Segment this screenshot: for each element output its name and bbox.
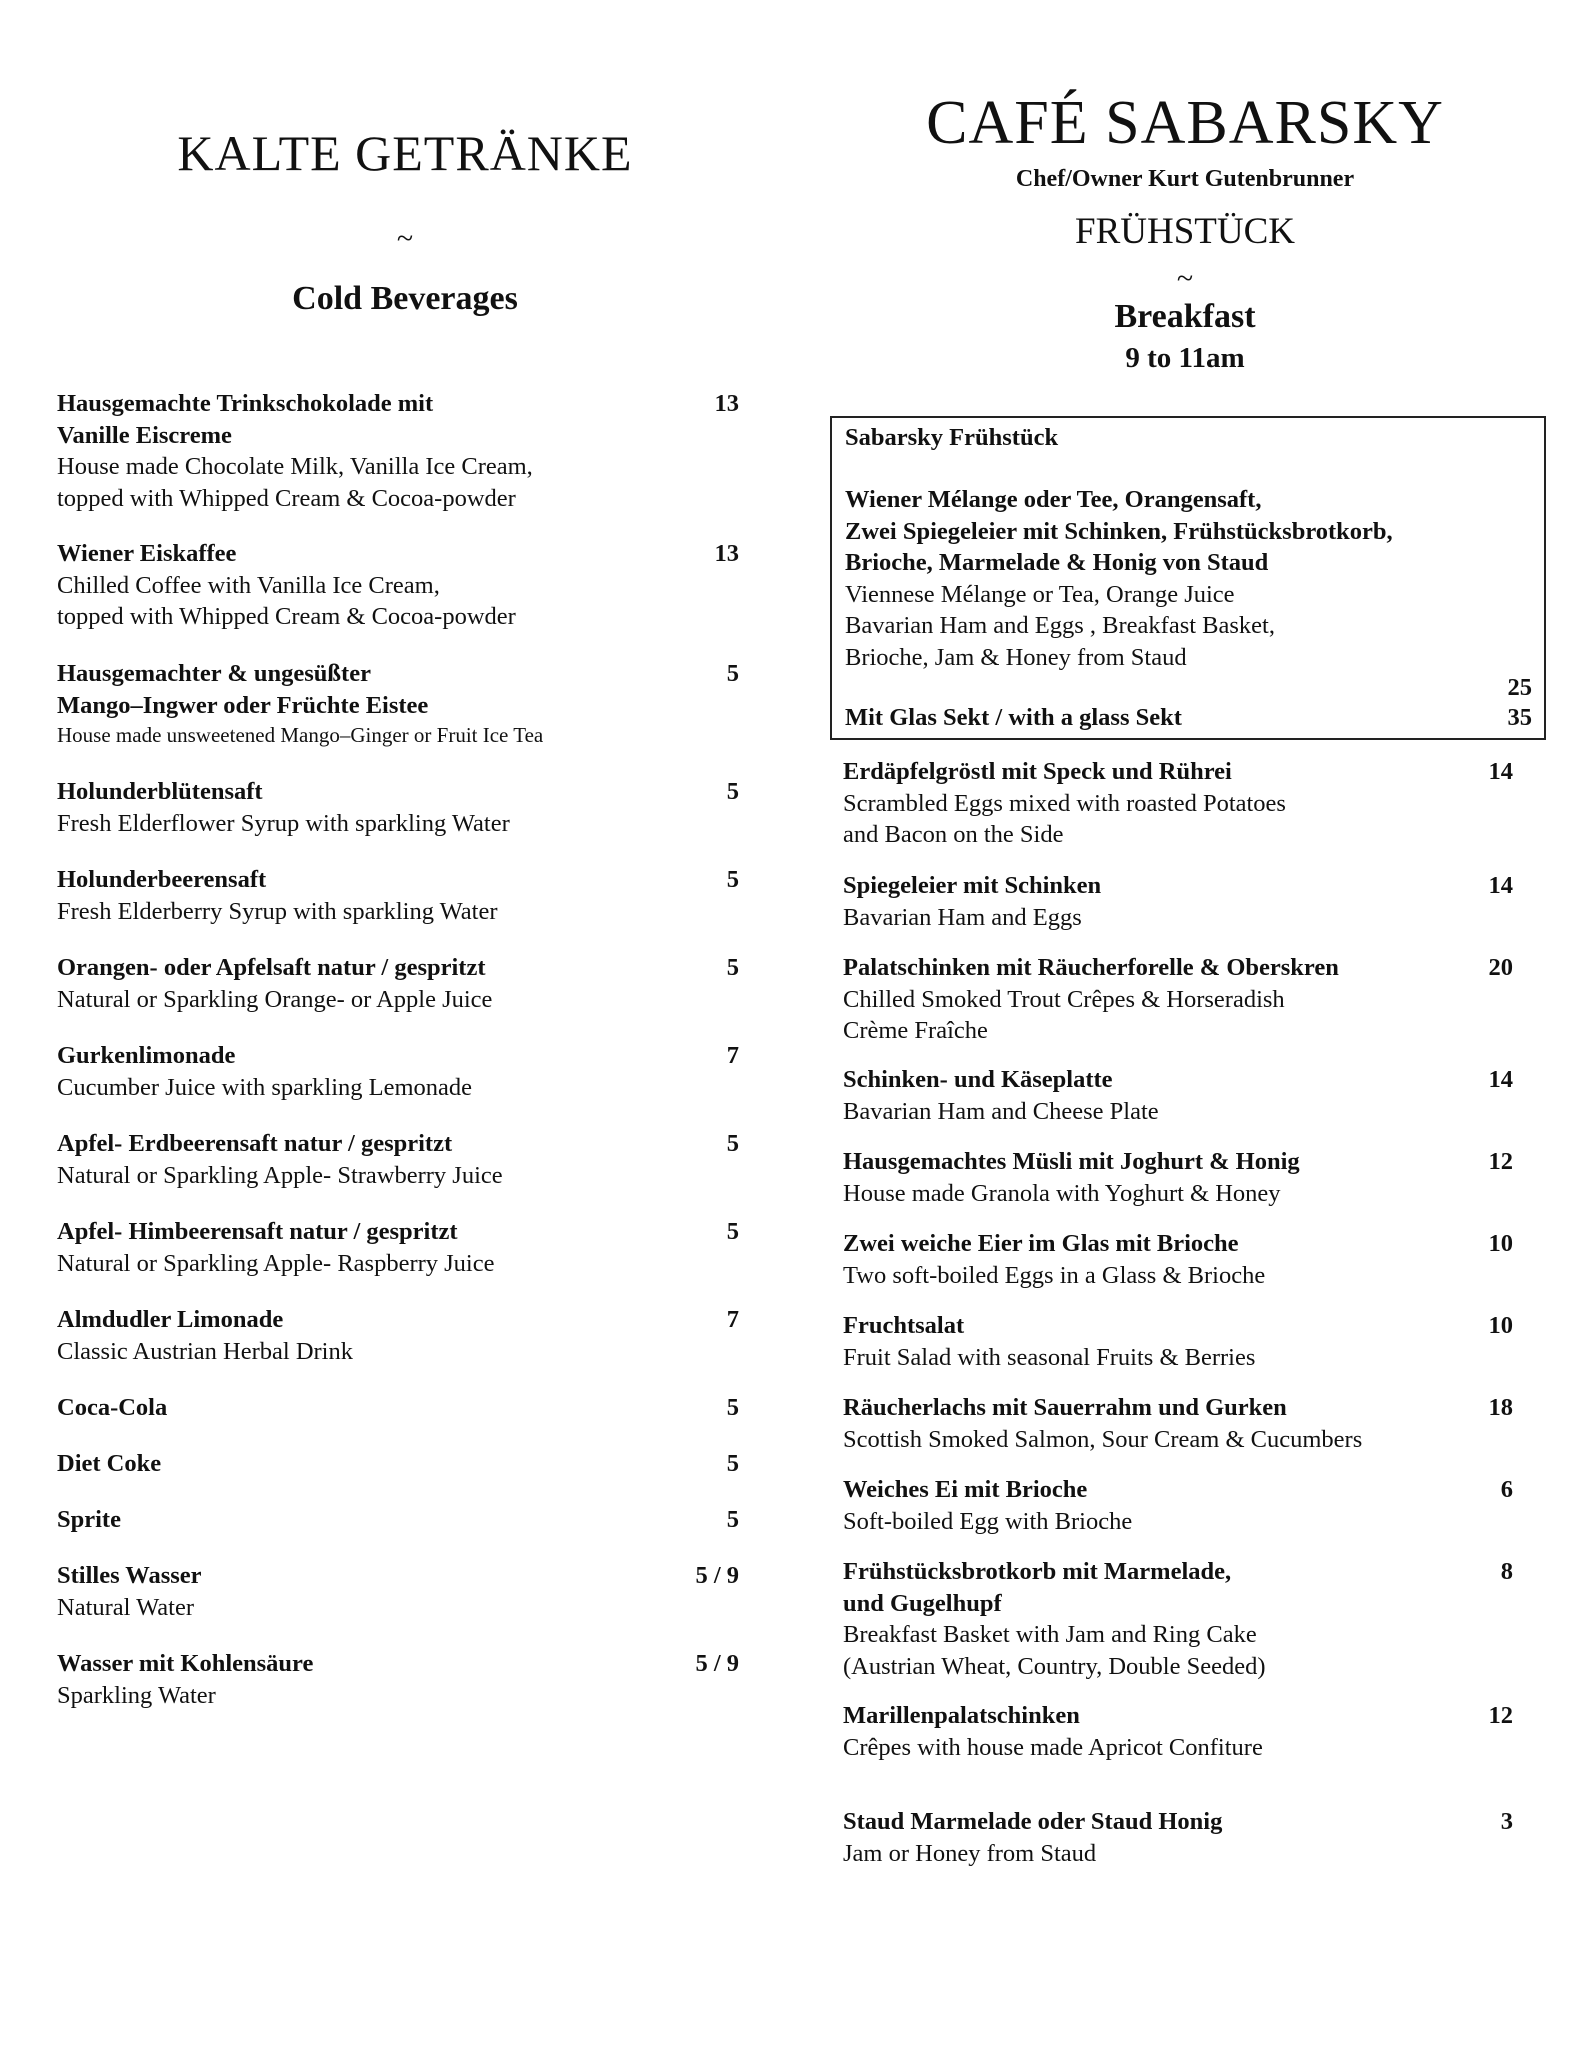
item-name-de: Hausgemachter & ungesüßter: [57, 660, 371, 687]
box-en-line: Brioche, Jam & Honey from Staud: [845, 643, 1187, 671]
item-price: 5: [726, 866, 739, 893]
menu-item: [57, 1128, 739, 1191]
box-price: 25: [1507, 674, 1532, 701]
item-description-en: Natural Water: [57, 1593, 195, 1621]
item-description-en: Chilled Coffee with Vanilla Ice Cream,: [57, 571, 440, 599]
item-price: 5: [726, 1450, 739, 1477]
item-name-de: Frühstücksbrotkorb mit Marmelade,: [843, 1558, 1232, 1585]
menu-item: [843, 756, 1513, 851]
item-name-de: Stilles Wasser: [57, 1562, 202, 1589]
left-tilde: ~: [396, 222, 414, 255]
item-price: 8: [1500, 1558, 1513, 1585]
item-name-de: und Gugelhupf: [843, 1589, 1002, 1617]
menu-item: [843, 1392, 1513, 1455]
item-name-de: Erdäpfelgröstl mit Speck und Rühreі: [843, 758, 1232, 785]
item-description-en: topped with Whipped Cream & Cocoa-powder: [57, 484, 516, 512]
item-description-en: Chilled Smoked Trout Crêpes & Horseradish: [843, 985, 1285, 1013]
item-price: 3: [1500, 1808, 1513, 1835]
item-name-de: Sprite: [57, 1506, 121, 1533]
item-name-de: Diet Coke: [57, 1450, 162, 1477]
item-name-de: Wasser mit Kohlensäure: [57, 1650, 314, 1677]
menu-item: [843, 1310, 1513, 1373]
menu-item: [57, 1216, 739, 1279]
item-price: 10: [1488, 1230, 1513, 1257]
box-description: [845, 484, 1393, 673]
item-price: 5: [726, 1394, 739, 1421]
item-price: 14: [1488, 1066, 1513, 1093]
item-description-en: House made Granola with Yoghurt & Honey: [843, 1179, 1281, 1207]
menu-item: [843, 1474, 1513, 1537]
box-name: Sabarsky Frühstück: [845, 424, 1059, 451]
item-name-de: Spiegeleier mit Schinken: [843, 872, 1102, 899]
menu-item: [57, 1040, 739, 1103]
item-price: 13: [714, 390, 739, 417]
item-price: 12: [1488, 1148, 1513, 1175]
item-price: 14: [1488, 758, 1513, 785]
item-price: 5 / 9: [695, 1562, 739, 1589]
item-description-en: House made Chocolate Milk, Vanilla Ice Cream,: [57, 453, 533, 480]
item-name-de: Weiches Ei mit Brioche: [843, 1476, 1088, 1503]
item-name-de: Schinken- und Käseplatte: [843, 1066, 1113, 1093]
menu-item: [57, 1392, 739, 1424]
menu-item: [57, 864, 739, 927]
item-description-en: Fresh Elderberry Syrup with sparkling Water: [57, 897, 498, 925]
menu-item: [57, 1560, 739, 1623]
item-name-de: Mango–Ingwer oder Früchte Eistee: [57, 691, 429, 719]
box-sekt-label: Mit Glas Sekt / with a glass Sekt: [845, 704, 1182, 731]
menu-item: [57, 1304, 739, 1367]
box-en-line: Bavarian Ham and Eggs , Breakfast Basket,: [845, 612, 1275, 639]
menu-item: [57, 1648, 739, 1711]
item-description-en: Crêpes with house made Apricot Confiture: [843, 1733, 1263, 1761]
item-name-de: Vanille Eiscreme: [57, 421, 232, 449]
item-description-en: and Bacon on the Side: [843, 821, 1064, 848]
menu-item: [843, 952, 1513, 1047]
item-name-de: Orangen- oder Apfelsaft natur / gespritzt: [57, 954, 486, 981]
menu-item: [843, 1700, 1513, 1763]
menu-item: [57, 658, 739, 749]
item-description-en: Two soft-boiled Eggs in a Glass & Brioche: [843, 1261, 1266, 1289]
item-description-en: Sparkling Water: [57, 1681, 216, 1709]
item-price: 5: [726, 1218, 739, 1245]
item-description-en: Fruit Salad with seasonal Fruits & Berries: [843, 1343, 1256, 1371]
chef-line: Chef/Owner Kurt Gutenbrunner: [1015, 166, 1355, 192]
item-price: 5 / 9: [695, 1650, 739, 1677]
breakfast-title-de: FRÜHSTÜCK: [1075, 211, 1295, 252]
menu-item: [843, 1228, 1513, 1291]
item-description-en: Scrambled Eggs mixed with roasted Potatoes: [843, 789, 1286, 817]
item-price: 13: [714, 540, 739, 567]
menu-item: [843, 1806, 1513, 1869]
item-description-en: Bavarian Ham and Cheese Plate: [843, 1097, 1159, 1125]
item-price: 5: [726, 1506, 739, 1533]
item-name-de: Holunderblütensaft: [57, 778, 263, 805]
box-de-line: Brioche, Marmelade & Honig von Staud: [845, 549, 1269, 576]
item-name-de: Gurkenlimonade: [57, 1042, 236, 1069]
item-description-en: Natural or Sparkling Orange- or Apple Juice: [57, 985, 493, 1013]
item-price: 12: [1488, 1702, 1513, 1729]
menu-item: [57, 776, 739, 839]
item-description-en: Fresh Elderflower Syrup with sparkling Water: [57, 809, 510, 837]
item-description-en: Breakfast Basket with Jam and Ring Cake: [843, 1621, 1257, 1648]
item-price: 5: [726, 778, 739, 805]
item-price: 20: [1488, 954, 1513, 981]
menu-item: [57, 1448, 739, 1480]
restaurant-title: CAFÉ SABARSKY: [926, 89, 1444, 157]
breakfast-title-en: Breakfast: [1114, 298, 1256, 335]
item-description-en: topped with Whipped Cream & Cocoa-powder: [57, 603, 516, 630]
item-name-de: Wiener Eiskaffee: [57, 540, 237, 567]
item-description-en: Bavarian Ham and Eggs: [843, 903, 1082, 931]
item-description-en: Scottish Smoked Salmon, Sour Cream & Cucumbers: [843, 1425, 1363, 1453]
item-name-de: Palatschinken mit Räucherforelle & Oberskren: [843, 954, 1339, 981]
menu-item: [57, 952, 739, 1015]
item-name-de: Apfel- Himbeerensaft natur / gespritzt: [57, 1218, 458, 1245]
right-tilde: ~: [1176, 262, 1194, 295]
item-name-de: Fruchtsalat: [843, 1312, 965, 1339]
box-en-line: Viennese Mélange or Tea, Orange Juice: [845, 580, 1235, 608]
item-name-de: Räucherlachs mit Sauerrahm und Gurken: [843, 1394, 1287, 1421]
left-title: KALTE GETRÄNKE: [177, 125, 633, 181]
menu-item: [843, 870, 1513, 933]
item-description-en: Natural or Sparkling Apple- Strawberry Juice: [57, 1161, 503, 1189]
box-sekt-price: 35: [1507, 704, 1532, 731]
item-name-de: Holunderbeerensaft: [57, 866, 267, 893]
item-name-de: Hausgemachtes Müsli mit Joghurt & Honig: [843, 1148, 1300, 1175]
left-subtitle: Cold Beverages: [292, 280, 518, 317]
menu-item: [843, 1556, 1513, 1682]
menu-item: [843, 1064, 1513, 1127]
item-name-de: Marillenpalatschinken: [843, 1702, 1080, 1729]
item-name-de: Apfel- Erdbeerensaft natur / gespritzt: [57, 1130, 453, 1157]
item-name-de: Almdudler Limonade: [57, 1306, 284, 1333]
item-description-en: Jam or Honey from Staud: [843, 1839, 1097, 1867]
item-name-de: Zwei weiche Eier im Glas mit Brioche: [843, 1230, 1239, 1257]
item-description-en: House made unsweetened Mango–Ginger or Fruit Ice Tea: [57, 723, 544, 747]
item-description-en: Natural or Sparkling Apple- Raspberry Juice: [57, 1249, 495, 1277]
box-de-line: Zwei Spiegeleier mit Schinken, Frühstücksbrotkorb,: [845, 517, 1393, 545]
item-name-de: Coca-Cola: [57, 1394, 168, 1421]
item-price: 5: [726, 1130, 739, 1157]
item-description-en: Classic Austrian Herbal Drink: [57, 1337, 353, 1365]
menu-item: [57, 1504, 739, 1536]
item-description-en: Soft-boiled Egg with Brioche: [843, 1507, 1133, 1535]
item-name-de: Hausgemachte Trinkschokolade mit: [57, 390, 434, 417]
sabarsky-breakfast-box: [830, 416, 1546, 740]
menu-item: [57, 538, 739, 633]
breakfast-hours: 9 to 11am: [1125, 342, 1245, 374]
item-price: 10: [1488, 1312, 1513, 1339]
menu-item: [57, 388, 739, 514]
item-description-en: Cucumber Juice with sparkling Lemonade: [57, 1073, 473, 1101]
item-price: 14: [1488, 872, 1513, 899]
item-price: 5: [726, 954, 739, 981]
item-description-en: (Austrian Wheat, Country, Double Seeded): [843, 1652, 1266, 1680]
item-price: 6: [1500, 1476, 1513, 1503]
menu-item: [843, 1146, 1513, 1209]
item-description-en: Crème Fraîche: [843, 1017, 988, 1044]
item-price: 18: [1488, 1394, 1513, 1421]
item-name-de: Staud Marmelade oder Staud Honig: [843, 1808, 1223, 1835]
item-price: 5: [726, 660, 739, 687]
box-de-line: Wiener Mélange oder Tee, Orangensaft,: [845, 486, 1262, 513]
item-price: 7: [726, 1306, 739, 1333]
item-price: 7: [726, 1042, 739, 1069]
